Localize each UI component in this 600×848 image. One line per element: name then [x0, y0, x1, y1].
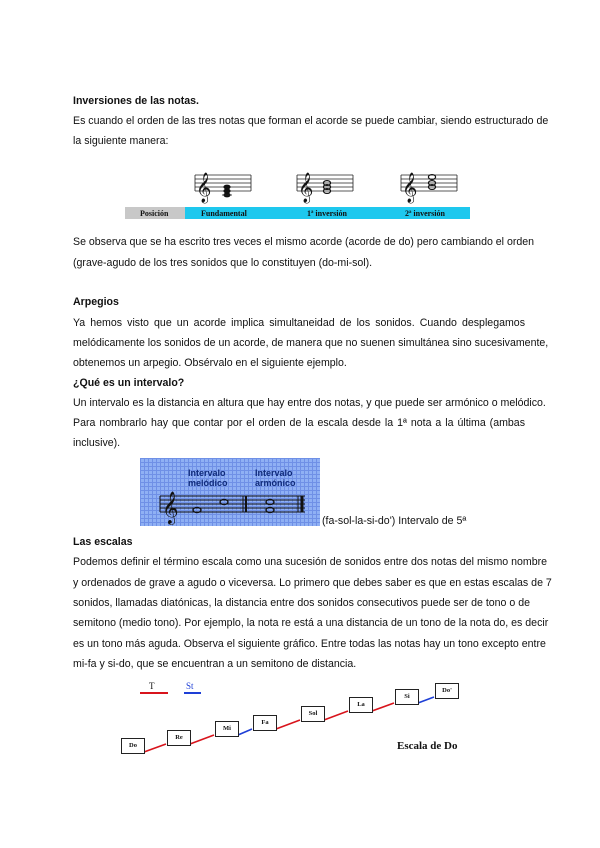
interval-caption: (fa-sol-la-si-do') Intervalo de 5ª [322, 515, 467, 527]
treble-clef-icon: 𝄞 [402, 173, 418, 203]
scale-title: Escala de Do [397, 740, 458, 752]
interval-staff-svg [140, 458, 320, 526]
paragraph-line: obtenemos un arpegio. Obsérvalo en el siguiente ejemplo. [73, 357, 347, 369]
paragraph-line: sonidos, llamadas diatónicas, la distancia entre dos sonidos consecutivos puede ser de tono o de [73, 597, 530, 609]
interval-figure [140, 458, 320, 526]
label-posicion: Posición [140, 209, 169, 218]
paragraph-line: Ya hemos visto que un acorde implica simultaneidad de los sonidos. Cuando desplegamos [73, 317, 525, 329]
scale-note-fa: Fa [253, 715, 277, 731]
scale-note-la: La [349, 697, 373, 713]
scale-note-mi: Mi [215, 721, 239, 737]
treble-clef-icon: 𝄞 [196, 173, 212, 203]
legend-tone-label: T [149, 681, 155, 691]
paragraph-line: mi-fa y si-do, que se encuentran a un semitono de distancia. [73, 658, 357, 670]
heading-intervalo: ¿Qué es un intervalo? [73, 377, 185, 389]
paragraph-line: y ordenados de grave a agudo o viceversa. Lo primero que debes saber es que en estas escalas de 7 [73, 577, 552, 589]
heading-inversiones: Inversiones de las notas. [73, 95, 199, 107]
paragraph-line: semitono (medio tono). Por ejemplo, la nota re está a una distancia de un tono de la nota do, es decir [73, 617, 549, 629]
paragraph-line: Para nombrarlo hay que contar por el orden de la escala desde la 1ª nota a la última (ambas [73, 417, 525, 429]
paragraph-line: Se observa que se ha escrito tres veces el mismo acorde (acorde de do) pero cambiando el orden [73, 236, 535, 248]
scale-note-do: Do [121, 738, 145, 754]
paragraph-line: (grave-agudo de los tres sonidos que lo constituyen (do-mi-sol). [73, 257, 373, 269]
paragraph-line: Podemos definir el término escala como una sucesión de sonidos entre dos notas del mismo nombre [73, 556, 548, 568]
heading-escalas: Las escalas [73, 536, 133, 548]
scale-note-re: Re [167, 730, 191, 746]
scale-note-do-octave: Do' [435, 683, 459, 699]
scale-note-si: Si [395, 689, 419, 705]
melodic-interval-label: Intervalo melódico [188, 468, 228, 488]
paragraph-line: melódicamente los sonidos de un acorde, de manera que no suenen simultánea sino sucesivamente, [73, 337, 549, 349]
paragraph-line: Es cuando el orden de las tres notas que forman el acorde se puede cambiar, siendo estructurado de [73, 115, 549, 127]
paragraph-line: Un intervalo es la distancia en altura que hay entre dos notas, y que puede ser armónico o melódico. [73, 397, 546, 409]
scale-note-sol: Sol [301, 706, 325, 722]
label-segunda-inversion: 2ª inversión [405, 209, 445, 218]
scale-staircase-figure [118, 680, 478, 760]
label-fundamental: Fundamental [201, 209, 247, 218]
paragraph-line: es un tono más aguda. Observa el siguiente gráfico. Entre todas las notas hay un tono excepto entre [73, 638, 546, 650]
paragraph-line: inclusive). [73, 437, 121, 449]
treble-clef-icon: 𝄞 [298, 173, 314, 203]
heading-arpegios: Arpegios [73, 296, 119, 308]
label-primera-inversion: 1ª inversión [307, 209, 347, 218]
paragraph-line: la siguiente manera: [73, 135, 169, 147]
harmonic-interval-label: Intervalo armónico [255, 468, 296, 488]
chord-inversions-figure [125, 163, 470, 220]
treble-clef-icon: 𝄞 [162, 491, 179, 524]
legend-semitone-label: St [186, 681, 194, 691]
